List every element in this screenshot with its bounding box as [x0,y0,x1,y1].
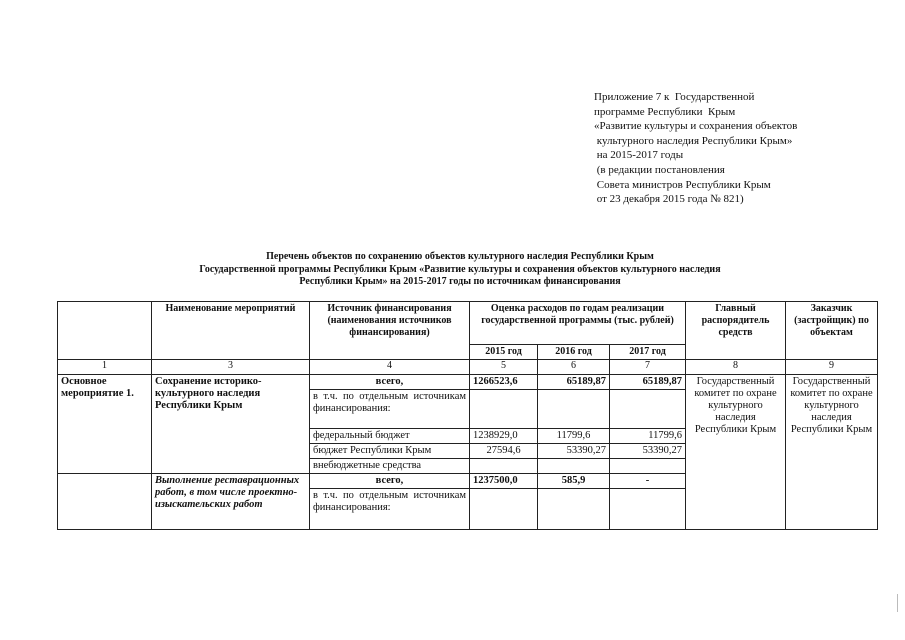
appendix-line: (в редакции постановления [594,163,725,176]
appendix-line: «Развитие культуры и сохранения объектов [594,120,798,133]
col-number: 5 [470,360,538,375]
value-2015: 1237500,0 [470,474,538,489]
source-cell: внебюджетные средства [310,459,470,474]
table-header-row [58,302,878,345]
objects-table [57,301,878,530]
header-2017: 2017 год [610,345,686,360]
col-number: 6 [538,360,610,375]
value-2017: 53390,27 [610,444,686,459]
value-2017 [610,489,686,530]
section1-label: Основное мероприятие 1. [58,375,152,474]
header-name: Наименование мероприятий [152,302,310,360]
title-line: Республики Крым» на 2015-2017 годы по источникам финансирования [299,276,621,287]
value-2017: - [610,474,686,489]
appendix-line: на 2015-2017 годы [594,149,684,162]
value-2016: 53390,27 [538,444,610,459]
document-title [60,251,860,289]
value-2016: 585,9 [538,474,610,489]
col-number: 4 [310,360,470,375]
value-2016: 11799,6 [538,429,610,444]
value-2015 [470,459,538,474]
value-2015: 1266523,6 [470,375,538,390]
value-2016: 65189,87 [538,375,610,390]
value-2017 [610,390,686,429]
col-number: 8 [686,360,786,375]
source-cell: в т.ч. по отдельным источникам финансирования: [310,489,470,530]
appendix-line: от 23 декабря 2015 года № 821) [594,193,744,206]
header-empty-cell [58,302,152,360]
manager-cell: Государственный комитет по охране культурного наследия Республики Крым [686,375,786,530]
title-line: Государственной программы Республики Крым «Развитие культуры и сохранения объектов культурного наследия [199,263,721,275]
appendix-line: культурного наследия Республики Крым» [594,134,793,147]
appendix-note [594,90,797,207]
source-cell: всего, [310,375,470,390]
value-2017 [610,459,686,474]
appendix-line: Приложение 7 к Государственной [594,91,755,103]
value-2016 [538,489,610,530]
table-row [58,375,878,390]
value-2016 [538,390,610,429]
header-customer: Заказчик (застройщик) по объектам [786,302,878,360]
source-cell: в т.ч. по отдельным источникам финансирования: [310,390,470,429]
col-number: 1 [58,360,152,375]
value-2015: 1238929,0 [470,429,538,444]
column-number-row [58,360,878,375]
header-manager: Главный распорядитель средств [686,302,786,360]
value-2017: 65189,87 [610,375,686,390]
source-cell: бюджет Республики Крым [310,444,470,459]
value-2017: 11799,6 [610,429,686,444]
header-2015: 2015 год [470,345,538,360]
appendix-line: программе Республики Крым [594,105,736,118]
col-number: 7 [610,360,686,375]
col-number: 9 [786,360,878,375]
title-line: Перечень объектов по сохранению объектов культурного наследия Республики Крым [266,251,654,262]
customer-cell: Государственный комитет по охране культурного наследия Республики Крым [786,375,878,530]
col-number: 3 [152,360,310,375]
section2-name: Выполнение реставрационных работ, в том числе проектно-изыскательских работ [152,474,310,530]
header-estimate: Оценка расходов по годам реализации государственной программы (тыс. рублей) [470,302,686,345]
source-cell: всего, [310,474,470,489]
value-2015 [470,489,538,530]
appendix-line: Совета министров Республики Крым [594,178,771,191]
value-2016 [538,459,610,474]
value-2015: 27594,6 [470,444,538,459]
header-2016: 2016 год [538,345,610,360]
scan-artifact [897,594,898,612]
header-source: Источник финансирования (наименования источников финансирования) [310,302,470,360]
section2-label [58,474,152,530]
section1-name: Сохранение историко-культурного наследия Республики Крым [152,375,310,474]
source-cell: федеральный бюджет [310,429,470,444]
value-2015 [470,390,538,429]
